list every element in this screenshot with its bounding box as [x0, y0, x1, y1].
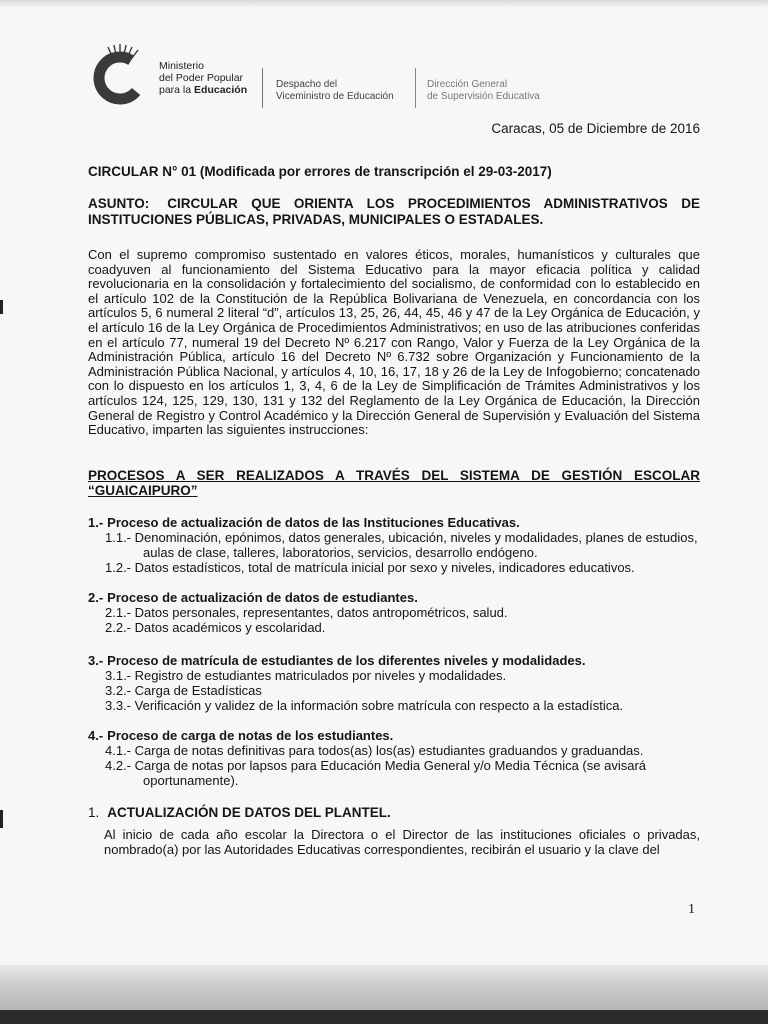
- list-item: 4.1.- Carga de notas definitivas para todos(as) los(as) estudiantes graduandos y graduandas.: [105, 743, 644, 758]
- page-number: 1: [688, 902, 695, 917]
- list-item: 1.2.- Datos estadísticos, total de matrícula inicial por sexo y niveles, indicadores educativos.: [105, 560, 635, 575]
- process-title: 1.- Proceso de actualización de datos de las Instituciones Educativas.: [88, 515, 520, 530]
- ministry-logo-icon: [88, 44, 152, 108]
- document-date: Caracas, 05 de Diciembre de 2016: [491, 121, 700, 136]
- despacho-label: Despacho del Viceministro de Educación: [276, 79, 394, 102]
- actualizacion-heading: 1. ACTUALIZACIÓN DE DATOS DEL PLANTEL.: [88, 805, 391, 820]
- actualizacion-paragraph: Al inicio de cada año escolar la Directora o el Director de las instituciones oficiales o privadas, nombrado(a) por las Autoridades Educativas correspondientes, recibirán el usuario y la clave del: [104, 827, 700, 857]
- scan-edge-mark: [0, 810, 3, 828]
- section-heading: PROCESOS A SER REALIZADOS A TRAVÉS DEL SISTEMA DE GESTIÓN ESCOLAR “GUAICAIPURO”: [88, 468, 700, 498]
- intro-paragraph: Con el supremo compromiso sustentado en valores éticos, morales, humanísticos y culturales que coadyuven al funcionamiento del Sistema Educativo para la mayor eficacia política y calidad revolucionaria en la consolidación y fortalecimiento del socialismo, de conformidad con lo establecido en el artículo 102 de la Constitución de la República Bolivariana de Venezuela, en concordancia con los artículos 5, 6 numeral 2 literal “d”, artículos 13, 25, 26, 44, 45, 46 y 47 de la Ley Orgánica de Educación, y el artículo 16 de la Ley Orgánica de Procedimientos Administrativos; en uso de las atribuciones conferidas en el artículo 77, numeral 19 del Decreto Nº 6.217 con Rango, Valor y Fuerza de la Ley Orgánica de la Administración Pública, artículo 16 del Decreto Nº 6.732 sobre Organización y Funcionamiento de la Administración Pública Nacional, y artículos 4, 10, 16, 17, 18 y 26 de la Ley de Infogobierno; concatenado con lo dispuesto en los artículos 1, 3, 4, 6 de la Ley de Simplificación de Trámites Administrativos y los artículos 124, 125, 129, 130, 131 y 132 del Reglamento de la Ley Orgánica de Educación, la Dirección General de Registro y Control Académico y la Dirección General de Supervisión y Evaluación del Sistema Educativo, imparten las siguientes instrucciones:: [88, 247, 700, 438]
- list-item: 3.1.- Registro de estudiantes matriculados por niveles y modalidades.: [105, 668, 507, 683]
- process-block: [88, 653, 700, 713]
- list-item: 2.1.- Datos personales, representantes, datos antropométricos, salud.: [105, 605, 508, 620]
- letterhead: [88, 44, 688, 114]
- process-title: 3.- Proceso de matrícula de estudiantes de los diferentes niveles y modalidades.: [88, 653, 586, 668]
- process-block: [88, 590, 700, 635]
- list-item: 3.2.- Carga de Estadísticas: [105, 683, 262, 698]
- asunto-text: CIRCULAR QUE ORIENTA LOS PROCEDIMIENTOS ADMINISTRATIVOS DE INSTITUCIONES PÚBLICAS, PRIVADAS, MUNICIPALES O ESTADALES.: [88, 196, 700, 227]
- list-item: 2.2.- Datos académicos y escolaridad.: [105, 620, 326, 635]
- process-title: 2.- Proceso de actualización de datos de estudiantes.: [88, 590, 418, 605]
- direccion-label: Dirección General de Supervisión Educativa: [427, 79, 540, 102]
- list-item: 1.1.- Denominación, epónimos, datos generales, ubicación, niveles y modalidades, planes de estudios, aulas de clase, talleres, laboratorios, servicios, desarrollo endógeno.: [105, 530, 698, 560]
- scan-shadow: [0, 0, 768, 8]
- process-block: [88, 728, 700, 788]
- circular-title: CIRCULAR N° 01 (Modificada por errores de transcripción el 29-03-2017): [88, 164, 552, 179]
- list-item: 4.2.- Carga de notas por lapsos para Educación Media General y/o Media Técnica (se avisará oportunamente).: [105, 758, 647, 788]
- header-divider: [262, 68, 263, 108]
- header-divider: [415, 68, 416, 108]
- list-item: 3.3.- Verificación y validez de la información sobre matrícula con respecto a la estadística.: [105, 698, 624, 713]
- asunto-label: ASUNTO:: [88, 196, 150, 211]
- asunto: [88, 196, 700, 228]
- process-title: 4.- Proceso de carga de notas de los estudiantes.: [88, 728, 394, 743]
- ministry-name: Ministerio del Poder Popular para la Educación: [159, 60, 248, 96]
- scanner-bed: [0, 965, 768, 1024]
- process-block: [88, 515, 700, 575]
- scan-edge-mark: [0, 300, 3, 314]
